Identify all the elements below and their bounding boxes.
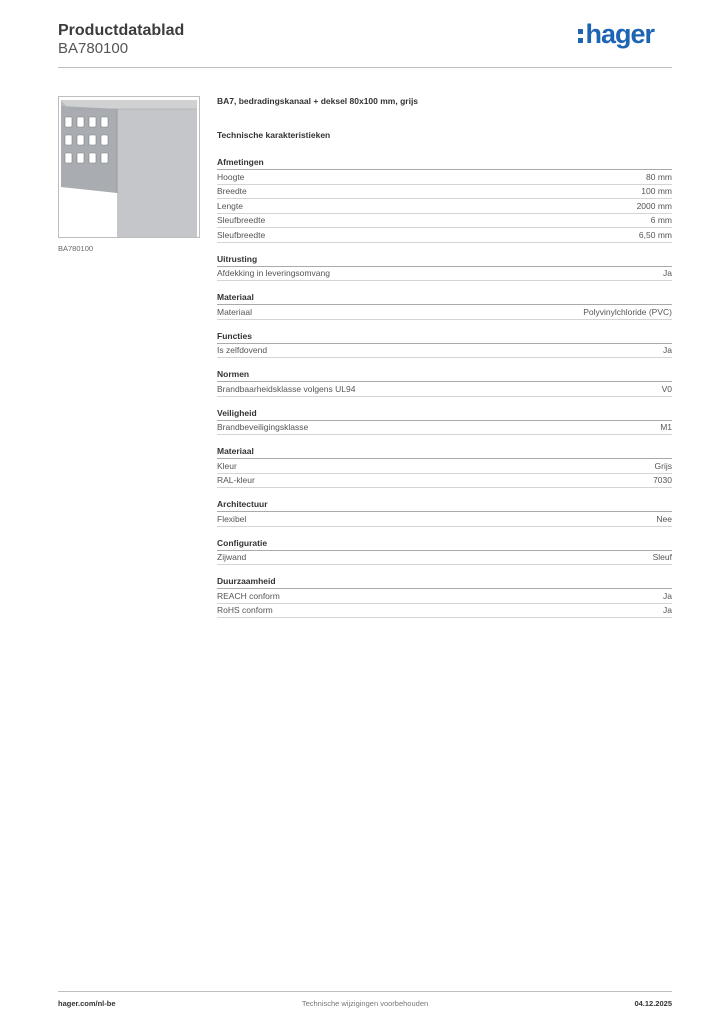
spec-label: Flexibel xyxy=(217,513,247,524)
spec-label: Kleur xyxy=(217,460,237,471)
spec-label: Hoogte xyxy=(217,171,245,182)
spec-label: Materiaal xyxy=(217,306,252,317)
spec-label: Breedte xyxy=(217,186,247,197)
spec-content xyxy=(217,96,672,618)
spec-row xyxy=(217,199,672,214)
hager-logo xyxy=(578,19,654,49)
spec-row xyxy=(217,267,672,282)
spec-group xyxy=(217,407,672,436)
spec-value: Polyvinylchloride (PVC) xyxy=(583,306,672,317)
spec-value: Nee xyxy=(656,513,672,524)
spec-row xyxy=(217,170,672,185)
spec-group-title: Normen xyxy=(217,369,250,379)
spec-row xyxy=(217,214,672,229)
spec-row xyxy=(217,344,672,359)
spec-group-title: Architectuur xyxy=(217,499,268,509)
spec-row xyxy=(217,589,672,604)
spec-group xyxy=(217,156,672,243)
spec-label: Sleufbreedte xyxy=(217,215,266,226)
spec-value: Sleuf xyxy=(652,552,672,563)
image-caption: BA780100 xyxy=(58,244,94,253)
spec-value: Grijs xyxy=(654,460,672,471)
logo-wordmark: hager xyxy=(585,18,654,49)
spec-groups xyxy=(217,156,672,618)
spec-row xyxy=(217,421,672,436)
cable-duct-icon xyxy=(59,97,199,237)
spec-value: Ja xyxy=(663,345,672,356)
spec-group-title: Functies xyxy=(217,330,252,341)
spec-label: RoHS conform xyxy=(217,605,273,616)
spec-group-title: Uitrusting xyxy=(217,253,258,264)
spec-value: Ja xyxy=(663,590,672,601)
spec-value: 7030 xyxy=(653,475,672,486)
spec-label: Brandbaarheidsklasse volgens UL94 xyxy=(217,383,356,394)
spec-row xyxy=(217,512,672,527)
spec-value: 6,50 mm xyxy=(638,229,672,240)
spec-group xyxy=(217,575,672,618)
spec-group xyxy=(217,498,672,527)
spec-value: 6 mm xyxy=(650,215,672,226)
footer-website-link[interactable]: hager.com/nl-be xyxy=(58,999,116,1008)
product-image xyxy=(58,96,200,238)
spec-row xyxy=(217,305,672,320)
spec-group-title: Materiaal xyxy=(217,292,254,302)
spec-value: Ja xyxy=(663,605,672,616)
spec-label: Sleufbreedte xyxy=(217,229,266,240)
spec-label: Brandbeveiligingsklasse xyxy=(217,422,309,433)
spec-value: 2000 mm xyxy=(636,200,672,211)
spec-group-title: Configuratie xyxy=(217,537,268,548)
spec-group xyxy=(217,445,672,488)
footer-disclaimer: Technische wijzigingen voorbehouden xyxy=(301,999,429,1008)
page-header xyxy=(58,20,672,68)
spec-row xyxy=(217,604,672,619)
spec-row xyxy=(217,185,672,200)
spec-label: RAL-kleur xyxy=(217,475,255,486)
spec-group xyxy=(217,537,672,566)
spec-label: Zijwand xyxy=(217,552,247,563)
spec-group xyxy=(217,253,672,282)
spec-row xyxy=(217,382,672,397)
product-code: BA780100 xyxy=(58,40,129,57)
spec-group xyxy=(217,291,672,320)
spec-label: Afdekking in leveringsomvang xyxy=(217,268,330,279)
spec-group xyxy=(217,330,672,359)
spec-label: Lengte xyxy=(217,200,243,211)
spec-value: 100 mm xyxy=(641,186,672,197)
spec-label: REACH conform xyxy=(217,590,280,601)
spec-row xyxy=(217,459,672,474)
spec-row xyxy=(217,551,672,566)
spec-row xyxy=(217,474,672,489)
spec-group-title: Duurzaamheid xyxy=(217,576,276,586)
spec-group-title: Veiligheid xyxy=(217,407,257,418)
spec-value: 80 mm xyxy=(646,171,672,182)
spec-value: M1 xyxy=(660,422,672,433)
spec-row xyxy=(217,228,672,243)
product-description: BA7, bedradingskanaal + deksel 80x100 mm, grijs xyxy=(217,96,419,106)
logo-colon-icon xyxy=(578,29,583,43)
document-title: Productdatablad xyxy=(58,22,185,39)
spec-group xyxy=(217,368,672,397)
spec-value: Ja xyxy=(663,268,672,279)
page-footer xyxy=(58,991,672,1011)
spec-group-title: Afmetingen xyxy=(217,157,264,167)
spec-value: V0 xyxy=(661,383,672,394)
footer-date: 04.12.2025 xyxy=(634,999,672,1008)
section-title: Technische karakteristieken xyxy=(217,130,331,140)
spec-group-title: Materiaal xyxy=(217,446,254,456)
spec-label: Is zelfdovend xyxy=(217,345,268,356)
